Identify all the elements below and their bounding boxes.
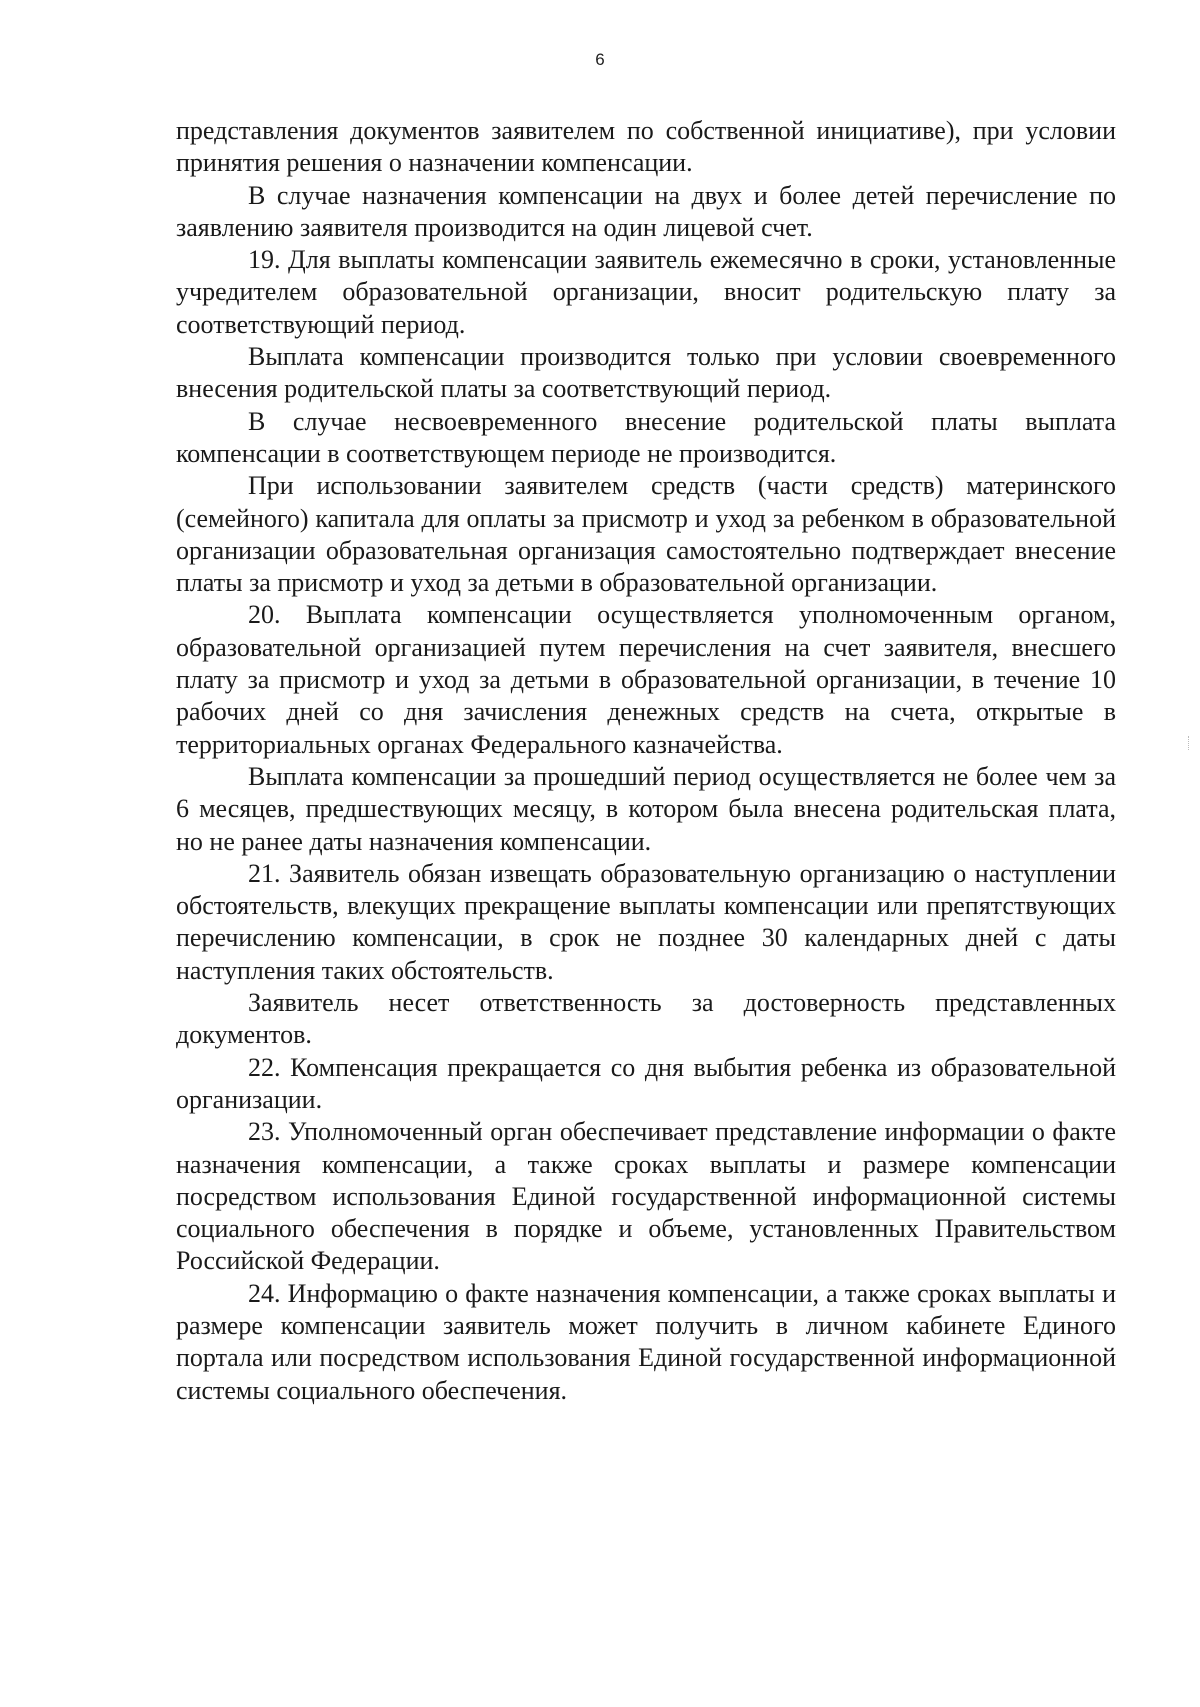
scan-margin-mark [1184,736,1189,750]
paragraph-item-22: 22. Компенсация прекращается со дня выбытия ребенка из образовательной организации. [176,1052,1116,1114]
paragraph-past-period: Выплата компенсации за прошедший период осуществляется не более чем за 6 месяцев, предшествующих месяцу, в котором была внесена родительская плата, но не ранее даты назначения компенсации. [176,761,1116,856]
paragraph-item-20: 20. Выплата компенсации осуществляется уполномоченным органом, образовательной организацией путем перечисления на счет заявителя, внесшего плату за присмотр и уход за детьми в образовательной организации, в течение 10 рабочих дней со дня зачисления денежных средств на счета, открытые в территориальных органах Федерального казначейства. [176,600,1116,759]
paragraph-item-19: 19. Для выплаты компенсации заявитель ежемесячно в сроки, установленные учредителем образовательной организации, вносит родительскую плату за соответствующий период. [176,245,1116,339]
paragraph-maternity-capital: При использовании заявителем средств (части средств) материнского (семейного) капитала для оплаты за присмотр и уход за ребенком в образовательной организации образовательная организация самостоятельно подтверждает внесение платы за присмотр и уход за детьми в образовательной организации. [176,471,1116,598]
paragraph-responsibility: Заявитель несет ответственность за достоверность представленных документов. [176,988,1116,1050]
paragraph-item-21: 21. Заявитель обязан извещать образовательную организацию о наступлении обстоятельств, влекущих прекращение выплаты компенсации или препятствующих перечислению компенсации, в срок не позднее 30 календарных дней с даты наступления таких обстоятельств. [176,858,1116,985]
paragraph-item-24: 24. Информацию о факте назначения компенсации, а также сроках выплаты и размере компенсации заявитель может получить в личном кабинете Единого портала или посредством использования Единой государственной информационной системы социального обеспечения. [176,1278,1116,1405]
paragraph-item-23: 23. Уполномоченный орган обеспечивает представление информации о факте назначения компенсации, а также сроках выплаты и размере компенсации посредством использования Единой государственной информационной системы социального обеспечения в порядке и объеме, установленных Правительством Российской Федерации. [176,1117,1116,1276]
page-number: 6 [595,50,605,69]
paragraph-continuation: представления документов заявителем по собственной инициативе), при условии принятия решения о назначении компенсации. [176,116,1116,178]
document-body [176,115,1116,1407]
paragraph-payment-condition: Выплата компенсации производится только при условии своевременного внесения родительской платы за соответствующий период. [176,342,1116,404]
paragraph-late-payment: В случае несвоевременного внесение родительской платы выплата компенсации в соответствующем периоде не производится. [176,406,1116,468]
paragraph-multiple-children: В случае назначения компенсации на двух и более детей перечисление по заявлению заявителя производится на один лицевой счет. [176,180,1116,242]
